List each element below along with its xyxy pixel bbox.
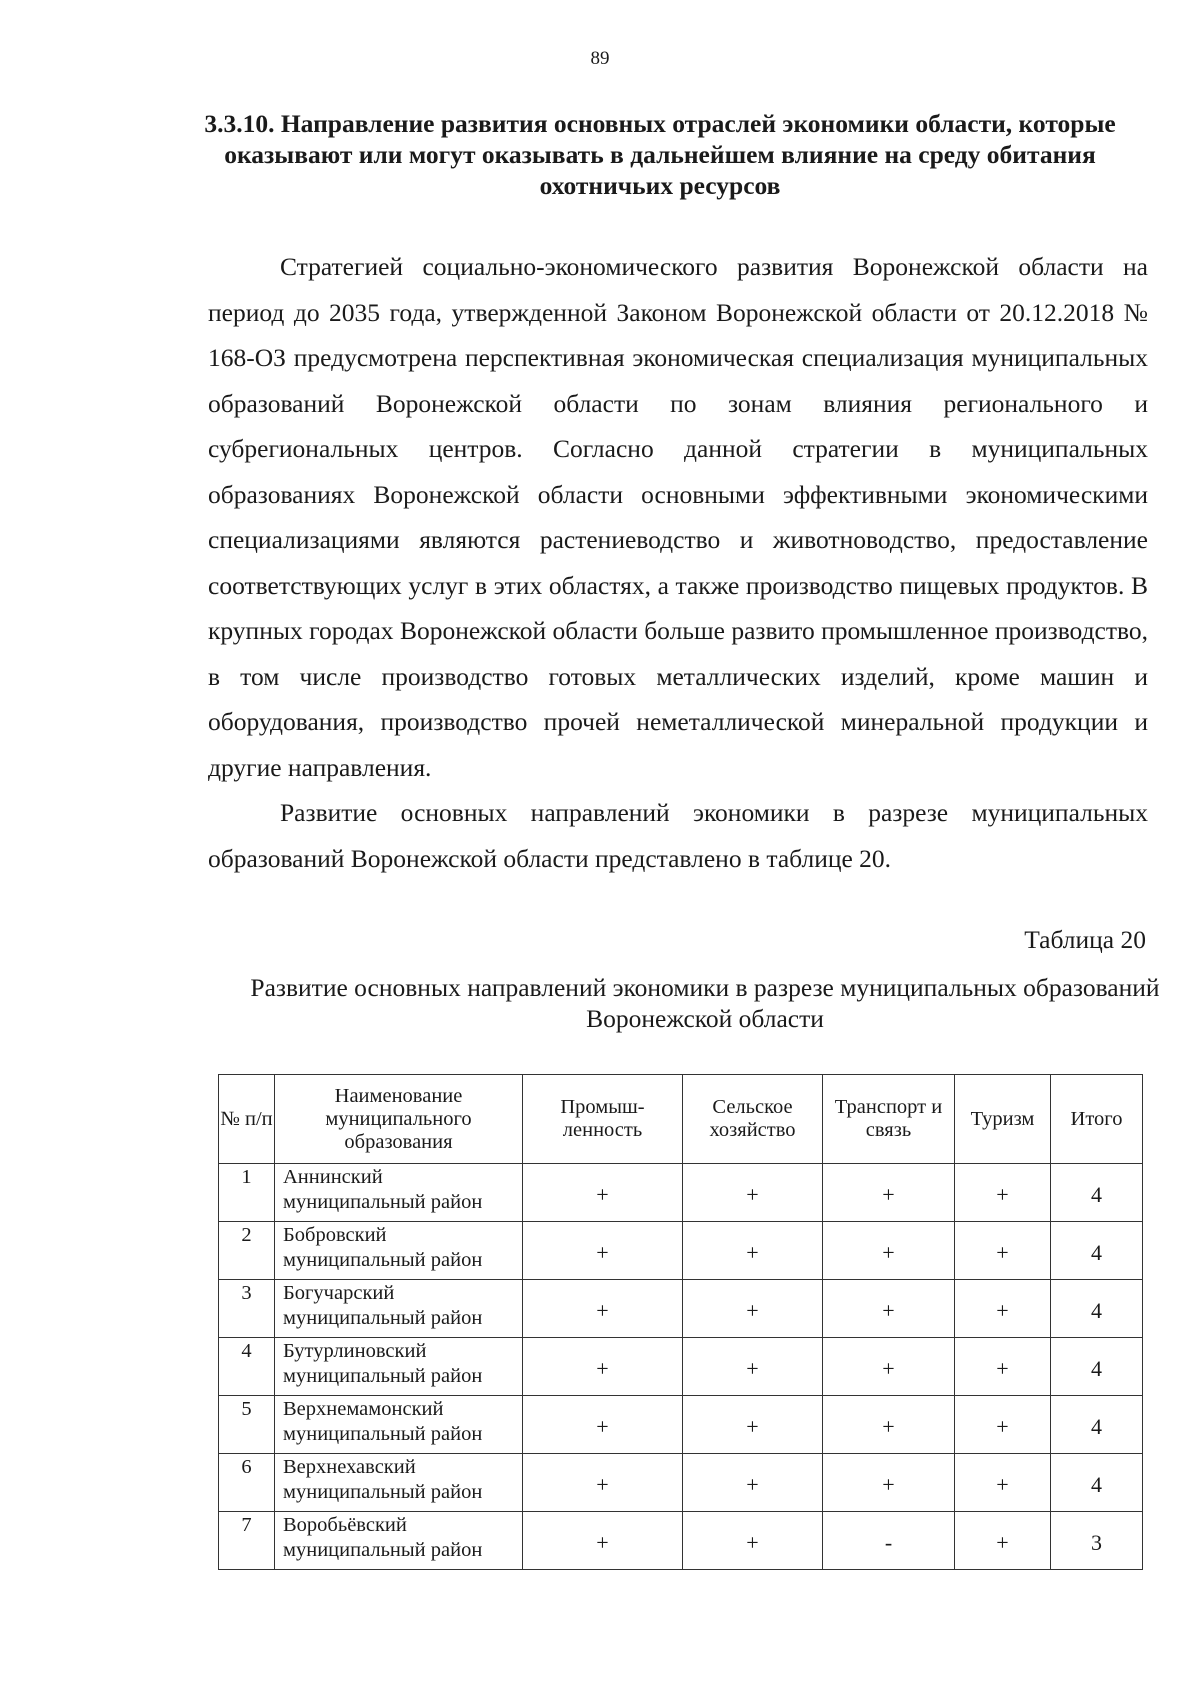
body-text — [208, 244, 1148, 881]
row-name: Воробьёвский муниципальный район — [275, 1512, 523, 1570]
row-num: 1 — [219, 1164, 275, 1222]
row-agriculture: + — [683, 1512, 823, 1570]
row-transport: + — [823, 1338, 955, 1396]
row-tourism: + — [955, 1280, 1051, 1338]
row-industry: + — [523, 1454, 683, 1512]
row-industry: + — [523, 1338, 683, 1396]
paragraph: Развитие основных направлений экономики в разрезе муниципальных образований Воронежской области представлено в таблице 20. — [208, 798, 1148, 873]
row-tourism: + — [955, 1454, 1051, 1512]
row-num: 2 — [219, 1222, 275, 1280]
row-num: 3 — [219, 1280, 275, 1338]
row-industry: + — [523, 1280, 683, 1338]
page-number: 89 — [590, 48, 610, 69]
row-agriculture: + — [683, 1338, 823, 1396]
row-transport: + — [823, 1222, 955, 1280]
economy-table — [218, 1074, 1143, 1570]
table-row — [219, 1280, 1143, 1338]
row-tourism: + — [955, 1338, 1051, 1396]
row-num: 5 — [219, 1396, 275, 1454]
row-tourism: + — [955, 1222, 1051, 1280]
table-row — [219, 1396, 1143, 1454]
header-total: Итого — [1051, 1075, 1143, 1164]
table-row — [219, 1338, 1143, 1396]
row-name: Бутурлиновский муниципальный район — [275, 1338, 523, 1396]
header-industry: Промыш-ленность — [523, 1075, 683, 1164]
row-name: Верхнемамонский муниципальный район — [275, 1396, 523, 1454]
row-total: 3 — [1051, 1512, 1143, 1570]
row-num: 7 — [219, 1512, 275, 1570]
header-num: № п/п — [219, 1075, 275, 1164]
row-industry: + — [523, 1396, 683, 1454]
header-transport: Транспорт и связь — [823, 1075, 955, 1164]
table-row — [219, 1454, 1143, 1512]
table-caption: Развитие основных направлений экономики в разрезе муниципальных образований Воронежской области — [250, 973, 1160, 1033]
table-header-row — [219, 1075, 1143, 1164]
row-num: 6 — [219, 1454, 275, 1512]
row-total: 4 — [1051, 1396, 1143, 1454]
row-name: Верхнехавский муниципальный район — [275, 1454, 523, 1512]
row-total: 4 — [1051, 1454, 1143, 1512]
row-name: Аннинский муниципальный район — [275, 1164, 523, 1222]
table-row — [219, 1222, 1143, 1280]
row-total: 4 — [1051, 1338, 1143, 1396]
table-row — [219, 1512, 1143, 1570]
row-industry: + — [523, 1222, 683, 1280]
row-num: 4 — [219, 1338, 275, 1396]
row-industry: + — [523, 1164, 683, 1222]
row-agriculture: + — [683, 1396, 823, 1454]
row-transport: - — [823, 1512, 955, 1570]
row-agriculture: + — [683, 1164, 823, 1222]
header-tourism: Туризм — [955, 1075, 1051, 1164]
row-name: Богучарский муниципальный район — [275, 1280, 523, 1338]
table-label: Таблица 20 — [1024, 925, 1146, 954]
row-agriculture: + — [683, 1222, 823, 1280]
row-industry: + — [523, 1512, 683, 1570]
table-row — [219, 1164, 1143, 1222]
row-transport: + — [823, 1280, 955, 1338]
row-transport: + — [823, 1396, 955, 1454]
row-total: 4 — [1051, 1280, 1143, 1338]
row-total: 4 — [1051, 1222, 1143, 1280]
row-tourism: + — [955, 1396, 1051, 1454]
row-tourism: + — [955, 1164, 1051, 1222]
paragraph: Стратегией социально-экономического развития Воронежской области на период до 2035 года, утвержденной Законом Воронежской области от 20.12.2018 № 168-ОЗ предусмотрена перспективная экономическая специализация муниципальных образований Воронежской области по зонам влияния регионального и субрегиональных центров. Согласно данной стратегии в муниципальных образованиях Воронежской области основными эффективными экономическими специализациями являются растениеводство и животноводство, предоставление соответствующих услуг в этих областях, а также производство пищевых продуктов. В крупных городах Воронежской области больше развито промышленное производство, в том числе производство готовых металлических изделий, кроме машин и оборудования, производство прочей неметаллической минеральной продукции и другие направления. — [208, 252, 1148, 782]
row-agriculture: + — [683, 1454, 823, 1512]
row-transport: + — [823, 1164, 955, 1222]
row-tourism: + — [955, 1512, 1051, 1570]
header-name: Наименование муниципального образования — [275, 1075, 523, 1164]
row-total: 4 — [1051, 1164, 1143, 1222]
section-heading: 3.3.10. Направление развития основных отраслей экономики области, которые оказывают или могут оказывать в дальнейшем влияние на среду обитания охотничьих ресурсов — [204, 109, 1116, 200]
row-agriculture: + — [683, 1280, 823, 1338]
row-name: Бобровский муниципальный район — [275, 1222, 523, 1280]
header-agriculture: Сельское хозяйство — [683, 1075, 823, 1164]
row-transport: + — [823, 1454, 955, 1512]
